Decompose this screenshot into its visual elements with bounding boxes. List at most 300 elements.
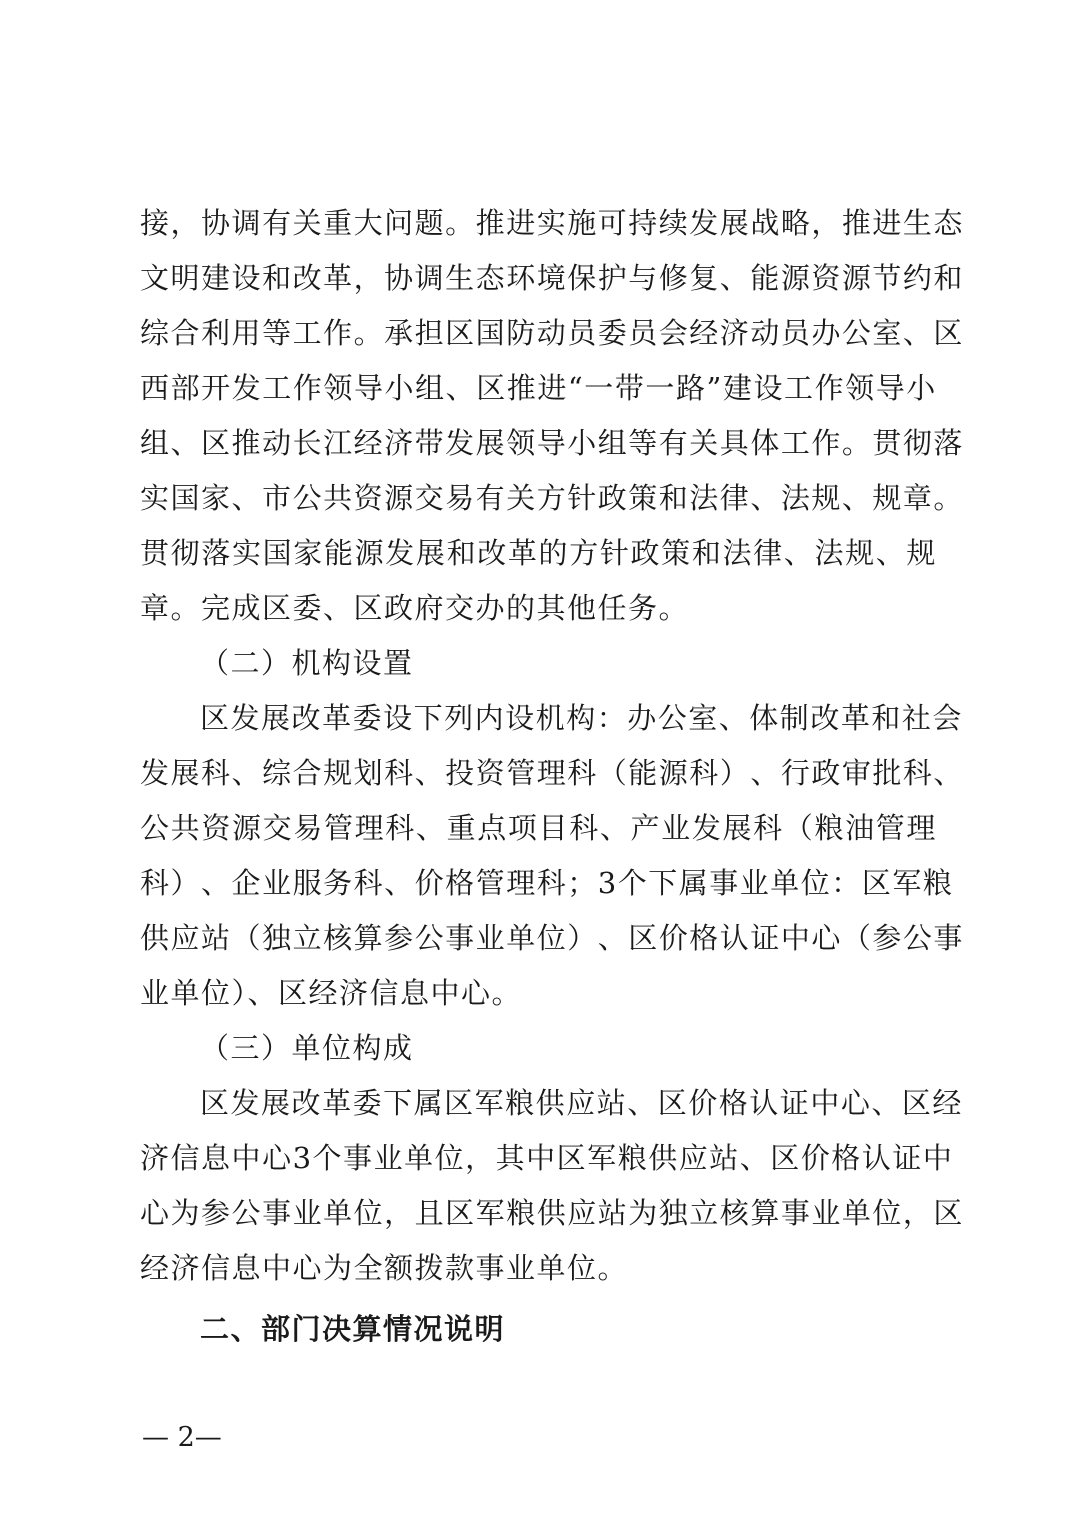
glyph: 事 [709,866,740,900]
glyph: 区 [200,1086,231,1120]
glyph: 经 [689,316,720,350]
glyph: 家 [293,536,324,570]
glyph: 组 [597,426,629,460]
glyph: 作 [811,426,842,460]
glyph: 信 [170,1141,202,1175]
glyph: 担 [414,316,446,350]
glyph: 服 [292,866,324,900]
glyph: 为 [628,1196,659,1230]
glyph: 属 [413,1086,445,1120]
glyph: 实 [536,206,568,240]
glyph: 科 [385,811,416,845]
glyph: 供 [536,1196,568,1230]
chapter-heading: 二、部门决算情况说明 [200,1312,506,1346]
glyph: 理 [906,811,937,845]
glyph: 合 [170,316,202,350]
glyph: 办 [811,316,842,350]
glyph: 、 [750,756,781,790]
glyph: 资 [353,481,385,515]
glyph: 、 [719,261,751,295]
glyph: 区 [445,316,476,350]
glyph: 法 [780,481,812,515]
glyph: 推 [841,206,873,240]
glyph: 部 [170,371,202,405]
glyph: 体 [750,426,781,460]
glyph: 作 [323,316,354,350]
paragraph-organization [140,691,964,1021]
glyph: 展 [261,1086,292,1120]
glyph: 下 [383,1086,414,1120]
glyph: 制 [779,701,811,735]
glyph: 作 [814,371,846,405]
text-line [140,801,937,856]
glyph: 、 [231,481,263,515]
glyph: 策 [628,481,659,515]
glyph: 态 [475,261,507,295]
glyph: 和 [446,536,478,570]
glyph: 和 [658,481,690,515]
glyph: （ [841,921,873,955]
glyph: 革 [840,701,872,735]
glyph: 协 [201,206,232,240]
glyph: 和 [691,536,723,570]
glyph: 发 [140,756,171,790]
glyph: 体 [749,701,780,735]
glyph: 位 [800,866,832,900]
glyph: 战 [750,206,781,240]
glyph: 证 [779,1086,811,1120]
glyph: 参 [384,921,415,955]
glyph: 价 [658,921,690,955]
glyph: 产 [630,811,662,845]
glyph: 发 [230,1086,262,1120]
glyph: 投 [445,756,476,790]
glyph: 施 [567,206,598,240]
glyph: 发 [230,701,262,735]
glyph: ， [170,206,202,240]
glyph: 。 [841,426,873,460]
glyph: 长 [292,426,324,460]
glyph: 目 [538,811,570,845]
glyph: 、 [750,481,781,515]
glyph: 站 [201,921,232,955]
glyph: ； [567,866,598,900]
text-line [140,856,954,911]
glyph: 发 [445,426,476,460]
glyph: 业 [262,866,293,900]
glyph: 核 [719,1196,751,1230]
glyph: 一 [645,371,676,405]
glyph: 彻 [170,536,202,570]
glyph: 事 [445,921,476,955]
glyph: 关 [292,206,324,240]
glyph: 能 [323,536,355,570]
glyph: 事 [780,1196,812,1230]
glyph: 展 [261,701,292,735]
glyph: 设 [753,371,784,405]
glyph: 科 [353,866,385,900]
glyph: 防 [506,316,537,350]
glyph: 实 [231,536,263,570]
glyph: 小 [567,426,598,460]
glyph: 员 [567,316,598,350]
glyph: 有 [475,481,507,515]
glyph: 共 [170,811,202,845]
glyph: 可 [597,206,629,240]
glyph: 项 [507,811,539,845]
glyph: 站 [597,1196,629,1230]
glyph: 政 [811,756,842,790]
glyph: 军 [587,1141,618,1175]
glyph: 调 [414,261,446,295]
glyph: 点 [477,811,508,845]
glyph: 彻 [902,426,934,460]
glyph: 规 [811,481,842,515]
glyph: 业 [661,811,692,845]
glyph: 综 [262,756,293,790]
glyph: 核 [323,921,354,955]
glyph: 规 [845,536,876,570]
glyph: 站 [709,1141,740,1175]
glyph: 、 [597,921,629,955]
glyph: 革 [322,701,353,735]
glyph: 设 [505,701,536,735]
glyph: 法 [814,536,845,570]
glyph: 略 [780,206,812,240]
glyph: 应 [170,921,202,955]
glyph: 文 [140,261,171,295]
glyph: 设 [231,261,263,295]
glyph: 批 [872,756,903,790]
glyph: 理 [506,866,537,900]
glyph: 。 [445,206,476,240]
glyph: 带 [414,426,446,460]
glyph: 管 [506,756,537,790]
glyph: 重 [446,811,478,845]
glyph: 方 [569,536,600,570]
glyph: 列 [444,701,475,735]
glyph: 、 [739,1141,771,1175]
glyph: 源 [658,756,690,790]
glyph: 交 [262,811,294,845]
glyph: 等 [628,426,659,460]
paragraph-units [140,1076,964,1296]
glyph: 军 [475,1196,507,1230]
glyph: 认 [749,1086,780,1120]
glyph: 动 [262,426,293,460]
glyph: 政 [597,481,629,515]
glyph: 算 [750,1196,781,1230]
glyph: 展 [415,536,447,570]
glyph: 江 [323,426,354,460]
glyph: 、 [902,316,934,350]
glyph: 开 [201,371,232,405]
glyph: ） [719,756,751,790]
glyph: 接 [140,206,171,240]
glyph: 区 [628,921,659,955]
glyph: 展 [719,206,751,240]
glyph: ： [831,866,862,900]
glyph: 事 [262,1196,293,1230]
glyph: 下 [413,701,445,735]
glyph: 动 [536,316,568,350]
glyph: 公 [292,481,324,515]
glyph: 革 [322,1086,353,1120]
glyph: 科 [201,756,232,790]
glyph: 动 [750,316,781,350]
glyph: 展 [475,426,507,460]
glyph: 价 [414,866,446,900]
glyph: 认 [861,1141,893,1175]
glyph: 、 [384,866,415,900]
text-line [140,1076,963,1131]
glyph: 规 [906,536,937,570]
glyph: 、 [875,536,907,570]
glyph: 资 [811,261,842,295]
glyph: 区 [556,1141,588,1175]
glyph: 推 [231,426,263,460]
glyph: 国 [170,481,202,515]
glyph: 科 [384,756,415,790]
glyph: 策 [661,536,692,570]
glyph: 业 [475,921,507,955]
glyph: 落 [933,426,964,460]
glyph: 小 [906,371,937,405]
glyph: 内 [474,701,506,735]
glyph: 委 [352,1086,384,1120]
glyph: 源 [780,261,812,295]
glyph: 会 [658,316,690,350]
text-line [140,306,964,361]
glyph: 交 [414,481,446,515]
glyph: 导 [353,371,385,405]
glyph: 科 [902,756,934,790]
glyph: 业 [373,1141,405,1175]
glyph: 工 [262,371,293,405]
text-line: 业单位）、区经济信息中心。 [140,976,523,1010]
glyph: 贯 [140,536,171,570]
glyph: 组 [140,426,171,460]
glyph: 落 [201,536,232,570]
glyph: 节 [872,261,903,295]
glyph: 委 [352,701,384,735]
glyph: 位 [434,1141,466,1175]
glyph: 家 [201,481,232,515]
text-line [140,526,937,581]
glyph: 管 [323,811,355,845]
glyph: 理 [536,756,568,790]
glyph: 重 [323,206,354,240]
glyph: 中 [231,1141,263,1175]
glyph: 公 [902,921,934,955]
glyph: 、 [718,701,750,735]
glyph: 区 [200,701,231,735]
glyph: 位 [872,1196,903,1230]
glyph: 企 [231,866,263,900]
glyph: 、 [599,811,631,845]
glyph: 综 [140,316,171,350]
glyph: 带 [614,371,646,405]
glyph: 单 [506,921,537,955]
glyph: 中 [810,1086,841,1120]
glyph: 管 [875,811,907,845]
glyph: 能 [628,756,659,790]
glyph: 员 [628,316,659,350]
glyph: 组 [415,371,446,405]
glyph: 、 [933,756,964,790]
glyph: 资 [201,811,232,845]
text-line: 经济信息中心为全额拨款事业单位。 [140,1251,629,1285]
glyph: 立 [689,1196,720,1230]
glyph: 护 [597,261,629,295]
glyph: 公 [657,701,689,735]
glyph: 和 [871,701,902,735]
glyph: 导 [536,426,568,460]
glyph: 审 [841,756,873,790]
glyph: 与 [628,261,659,295]
glyph: 西 [140,371,171,405]
glyph: 供 [535,1086,567,1120]
glyph: 小 [384,371,416,405]
glyph: 易 [293,811,324,845]
glyph: ， [465,1141,496,1175]
glyph: 用 [231,316,263,350]
glyph: ） [170,866,202,900]
glyph: 、 [841,481,873,515]
glyph: 供 [140,921,171,955]
glyph: ， [811,206,842,240]
glyph: 方 [536,481,568,515]
text-line: 章。完成区委、区政府交办的其他任务。 [140,591,690,625]
glyph: 粮 [506,1196,537,1230]
glyph: 调 [231,206,263,240]
glyph: 3 [292,1141,313,1175]
glyph: 导 [875,371,907,405]
glyph: 心 [262,1141,293,1175]
glyph: 格 [445,866,476,900]
glyph: 价 [800,1141,832,1175]
glyph: 领 [845,371,876,405]
page-number: — 2— [142,1422,222,1453]
glyph: 科 [753,811,784,845]
glyph: 应 [566,1086,597,1120]
glyph: 室 [872,316,903,350]
glyph: 协 [384,261,415,295]
glyph: 证 [750,921,781,955]
text-line [140,251,964,306]
glyph: 环 [506,261,537,295]
glyph: 等 [262,316,293,350]
glyph: ， [384,1196,415,1230]
glyph: 明 [170,261,202,295]
glyph: 业 [739,866,771,900]
glyph: 公 [140,811,171,845]
glyph: 发 [385,536,416,570]
glyph: 关 [689,426,720,460]
glyph: 针 [599,536,631,570]
glyph: 济 [140,1141,171,1175]
glyph: 源 [384,481,415,515]
glyph: 机 [535,701,567,735]
glyph: 展 [170,756,202,790]
glyph: 约 [902,261,934,295]
glyph: 公 [414,921,446,955]
text-line [140,416,964,471]
glyph: ， [353,261,385,295]
glyph: 章 [902,481,934,515]
glyph: 革 [323,261,354,295]
glyph: 单 [770,866,801,900]
glyph: 展 [722,811,753,845]
glyph: 改 [292,261,324,295]
glyph: 保 [567,261,598,295]
glyph: 站 [596,1086,628,1120]
glyph: 共 [323,481,354,515]
glyph: 区 [901,1086,933,1120]
glyph: 划 [353,756,385,790]
glyph: 改 [291,1086,323,1120]
glyph: 室 [688,701,719,735]
glyph: 法 [722,536,753,570]
glyph: 心 [140,1196,171,1230]
glyph: 事 [343,1141,374,1175]
glyph: 立 [292,921,324,955]
glyph: 针 [567,481,598,515]
glyph: 一 [584,371,615,405]
glyph: 行 [780,756,812,790]
glyph: 公 [231,1196,263,1230]
glyph: 员 [780,316,812,350]
glyph: 区 [933,1196,964,1230]
glyph: 位 [536,921,568,955]
glyph: 单 [323,1196,354,1230]
glyph: 建 [201,261,232,295]
glyph: 管 [475,866,507,900]
glyph: 粮 [505,1086,536,1120]
glyph: 政 [630,536,662,570]
glyph: 市 [262,481,293,515]
glyph: 其 [495,1141,527,1175]
glyph: 区 [445,1196,476,1230]
glyph: 工 [780,426,812,460]
glyph: 工 [784,371,815,405]
glyph: 资 [475,756,507,790]
glyph: “ [567,371,585,405]
glyph: 区 [444,1086,475,1120]
glyph: 工 [292,316,324,350]
glyph: 参 [201,1196,232,1230]
glyph: 经 [353,426,385,460]
glyph: 推 [475,206,507,240]
glyph: 的 [538,536,570,570]
glyph: 独 [262,921,293,955]
glyph: 中 [526,1141,557,1175]
glyph: 价 [688,1086,719,1120]
glyph: 律 [753,536,784,570]
glyph: 委 [597,316,629,350]
glyph: 、 [871,1086,902,1120]
glyph: 法 [689,481,720,515]
glyph: 态 [933,206,964,240]
glyph: （ [231,921,263,955]
glyph: ： [596,701,628,735]
glyph: 为 [170,1196,202,1230]
text-line [140,691,963,746]
glyph: 改 [810,701,841,735]
glyph: 科 [567,756,598,790]
glyph: 源 [354,536,386,570]
glyph: 承 [384,316,415,350]
